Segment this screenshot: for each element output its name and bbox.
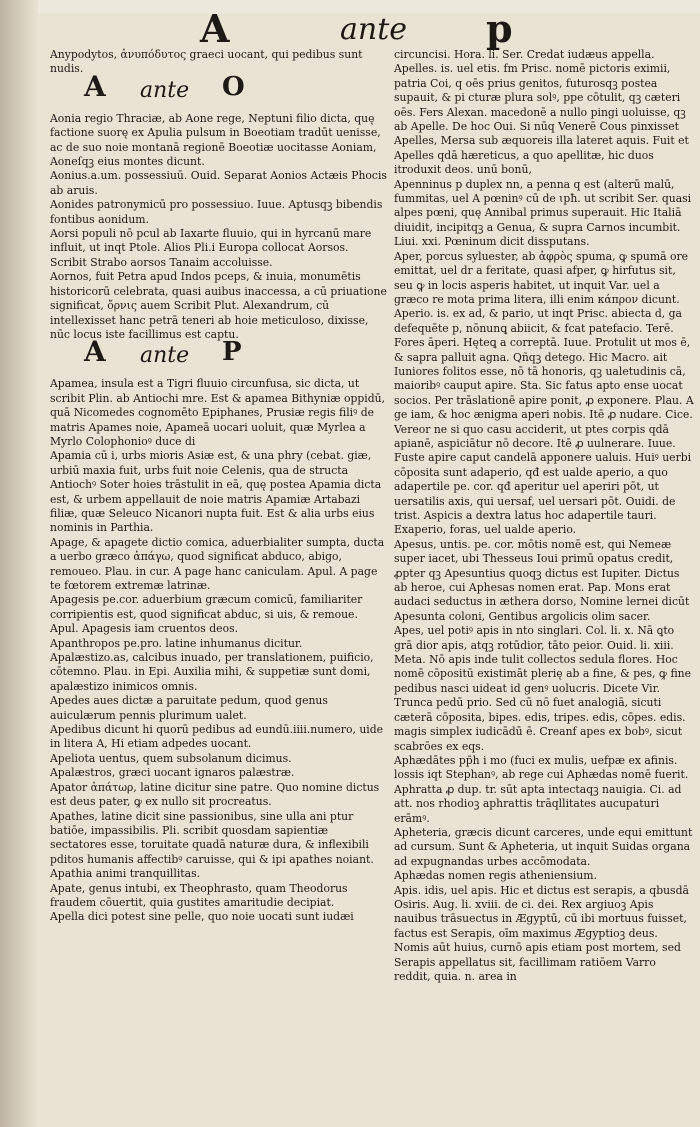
- dictionary-entry: Apheteria, græcis dicunt carceres, unde equi emittunt ad cursum. Sunt & Apheteria, ut inquit Suidas organa ad expugnandas urbes accōmodata.: [394, 825, 693, 868]
- dictionary-entry: Aonides patronymicū pro possessiuo. Iuue. Aptusqꝫ bibendis fontibus aonidum.: [50, 198, 383, 226]
- dictionary-entry: Apate, genus intubi, ex Theophrasto, quam Theodorus fraudem cōuertit, quia gustites amaritudie decipiat.: [50, 881, 348, 909]
- dictionary-entry: Apamea, insula est a Tigri fluuio circunfusa, sic dicta, ut scribit Plin. ab Antiochi mre. Est & apamea Bithyniæ oppidū, quā Nicomedes cognomēto Epiphanes, Prusiæ regis filiꝰ de matris Apames noie, Apameā uocari uoluit, quæ Myrlea a Myrlo Colophonioꝰ duce di: [50, 377, 386, 448]
- dictionary-entry: Apeliota uentus, quem subsolanum dicimus.: [50, 751, 292, 765]
- running-head: [0, 0, 700, 52]
- dictionary-entry: Apes, uel potiꝰ apis in nto singlari. Col. li. x. Nā ꝗto grā dior apis, atqꝫ rotūdior, tāto peior. Ouid. li. xiii. Meta. Nō apis inde tulit collectos sedula flores. Hoc nomē cōpositū existimāt plerię ab a fine, & pes, ꝙ fine pedibus nasci uideat id genꝰ uolucris. Dicete Vir. Trunca pedū prio. Sed cū nō fuet analogiā, sicuti cæterā cōposita, bipes. edis, tripes. edis, cōpes. edis. magis simplex iudicādū ē. Creanf apes ex bobꝰ, sicut scabrōes ex eqs.: [394, 624, 691, 753]
- section-heading-word: ante: [140, 77, 190, 103]
- dictionary-entry: Apis. idis, uel apis. Hic et dictus est serapis, a qbusdā Osiris. Aug. li. xviii. de ci. dei. Rex argiuoꝫ Apis nauibus trāsuectus in Ægyptū, cū ibi mortuus fuisset, factus est Serapis, oīm maximus Ægyptioꝫ deus. Nomis aūt huius, curnō apis etiam post mortem, sed Serapis appellatus sit, facillimam ratiōem Varro reddit, quia. n. area in: [394, 883, 689, 983]
- dictionary-entry: Aperio. is. ex ad, & pario, ut inqt Prisc. abiecta d, ga defequēte p, nōnunꝗ abiicit, & fcat patefacio. Terē. Fores āperi. Hęteꝗ a correptā. Iuue. Protulit ut mos ē, & sapra palluit agna. Qñqꝫ detego. Hic Macro. ait Iuniores folitos esse, nō tā honoris, qꝫ ualetudinis cā, maioribꝰ cauput apire. Sta. Sic fatus apto ense uocat socios. Per trāslationē apire ponit, ꝓ exponere. Plau. A ge iam, & hoc ænigma aperi nobis. Itē ꝓ nudare. Cice. Vereor ne si quo casu acciderit, ut ptes corpis qdā apianē, aspiciātur nō decore. Itē ꝓ uulnerare. Iuue. Fuste apire caput candelā apponere ualuis. Huiꝰ uerbi cōposita sunt adaperio, qđ est ualde aperio, a quo adapertile pe. cor. qđ aperitur uel aperiri pōt, ut uersatilis axis, qui uersaf, uel uersari pōt. Ouidi. de trist. Aspicis a dextra latus hoc adapertile tauri. Exaperio, foras, uel ualde aperio.: [394, 307, 694, 537]
- dictionary-entry: Apenninus p duplex nn, a penna q est (alterū malū, fummitas, uel A pœninꝰ cū de ɩpħ. ut scribit Ser. quasi alpes pœni, quę Annibal primus superauit. Hic Italiā diuidit, incipitqꝫ a Genua, & supra Carnos incumbit. Liui. xxi. Pœninum dicit dissputans.: [394, 177, 692, 249]
- dictionary-entry: Aphædas nomen regis atheniensium.: [394, 869, 597, 883]
- dictionary-entry: Apage, & apagete dictio comica, aduerbialiter sumpta, ducta a uerbo græco ἀπάγω, quod significat abduco, abigo, remoueo. Plau. in cur. A page hanc caniculam. Apul. A page te fœtorem extremæ latrinæ.: [50, 535, 385, 592]
- dictionary-entry: Apelles. is. uel etis. fm Prisc. nomē pictoris eximii, patria Coi, q oēs prius genitos, futurosqꝫ postea supauit, & pi cturæ plura solꝰ, ppe cōtulit, qꝫ cæteri oēs. Fers Alexan. macedonē a nullo pingi uoluisse, qꝫ ab Apelle. De hoc Oui. Si nūq Venerē Cous pinxisset Apelles, Mersa sub æquoreis illa lateret aquis. Fuit et Apelles qdā hæreticus, a quo apellitæ, hic duos itroduxit deos. unū bonū,: [394, 62, 689, 177]
- section-entries-ao: [50, 112, 388, 343]
- section-heading-letter: P: [222, 337, 242, 368]
- dictionary-entry: Aorsi populi nō pcul ab Iaxarte fluuio, qui in hyrcanū mare influit, ut inqt Ptole. Alios Pli.i Europa collocat Aorsos. Scribit Strabo aorsos Tanaim accoluisse.: [50, 227, 372, 269]
- dictionary-entry: Apedibus dicunt hi quorū pedibus ad eundū.iiii.numero, uide in litera A, Hi etiam adpedes uocant.: [50, 723, 384, 751]
- running-head-right: p: [486, 6, 513, 51]
- dictionary-entry: Aornos, fuit Petra apud Indos pceps, & inuia, monumētis historicorū celebrata, quasi auibus inaccessa, a cū priuatione significat, ὄρνις auem Scribit Plut. Alexandrum, cū intellexisset hanc petrā teneri ab hoie meticuloso, dixisse, nūc locus iste facillimus est captu.: [50, 270, 387, 341]
- section-heading-letter: A: [84, 335, 106, 369]
- section-heading-ap: [50, 335, 388, 375]
- dictionary-entry: Aphædātes pp̄h i mo (fuci ex mulis, uefpæ ex afinis. lossis iqt Stephanꝰ, ab rege cui Aphædas nomē fuerit.: [394, 753, 689, 782]
- dictionary-entry: Apator ἀπάτωρ, latine dicitur sine patre. Quo nomine dictus est deus pater, ꝙ ex nullo sit procreatus.: [50, 780, 380, 809]
- running-head-middle: ante: [340, 12, 408, 47]
- section-heading-letter: O: [222, 71, 245, 102]
- dictionary-entry: Aphratta ꝓ dup. tr. sūt apta intectaqꝫ nauigia. Ci. ad att. nos rhodioꝫ aphrattis trāqllitates aucupaturi erāmꝰ.: [394, 782, 682, 825]
- dictionary-entry: Apathes, latine dicit sine passionibus, sine ulla ani ptur batiōe, impassibilis. Pli. scribit quosdam sapientiæ sectatores esse, toruitate quadā naturæ dura, & inflexibili pditos humanis affectibꝰ caruisse, qui & ipi apathes noiant. Apathia animi tranquillitas.: [50, 809, 374, 881]
- running-head-left: A: [200, 6, 230, 51]
- section-heading-letter: A: [84, 69, 106, 103]
- dictionary-entry: circuncisi. Hora. li. Ser. Credat iudæus appella.: [394, 48, 655, 61]
- section-heading-ao: [50, 69, 388, 110]
- dictionary-entry: Apanthropos pe.pro. latine inhumanus dicitur.: [50, 636, 303, 650]
- dictionary-entry: Apalæstros, græci uocant ignaros palæstræ.: [50, 766, 295, 780]
- dictionary-entry: Apedes aues dictæ a paruitate pedum, quod genus auiculærum pennis plurimum ualet.: [50, 694, 328, 722]
- dictionary-entry: Apella dici potest sine pelle, quo noie uocati sunt iudæi: [50, 910, 354, 924]
- binding-gutter: [0, 0, 38, 1127]
- dictionary-entry: Apesus, untis. pe. cor. mōtis nomē est, qui Nemeæ super iacet, ubi Thesseus Ioui primū opatus credit, ꝓpter qꝫ Apesuntius quoqꝫ dictus est Iupiter. Dictus ab heroe, cui Aphesas nomen erat. Pap. Mons erat audaci seductus in æthera dorso, Nomine lernei dicūt Apesunta coloni, Gentibus argolicis olim sacer.: [394, 537, 690, 623]
- section-heading-word: ante: [140, 343, 190, 369]
- left-column: [50, 48, 388, 925]
- dictionary-entry: Apalæstizo.as, calcibus inuado, per translationem, puificio, cōtemno. Plau. in Epi. Auxilia mihi, & suppetiæ sunt domi, apalæstizo inimicos omnis.: [50, 651, 374, 693]
- right-column: [394, 48, 694, 984]
- section-entries-ap: [50, 377, 388, 924]
- right-column-entries: [394, 48, 694, 984]
- dictionary-entry: Apagesis pe.cor. aduerbium græcum comicū, familiariter corripientis est, quod significat abduc, si uis, & remoue. Apul. Apagesis iam cruentos deos.: [50, 593, 363, 636]
- dictionary-entry: Aonius.a.um. possessiuū. Ouid. Separat Aonios Actæis Phocis ab aruis.: [50, 169, 387, 197]
- intro-entry: Anypodytos, ἀνυπόδυτος graeci uocant, qui pedibus sunt nudis.: [50, 48, 363, 76]
- dictionary-entry: Aper, porcus syluester, ab ἀφρὸς spuma, ꝙ spumā ore emittat, uel dr a feritate, quasi afper, ꝙ hirfutus sit, seu ꝙ in locis asperis habitet, ut inquit Var. uel a græco re mota prima litera, illi enim κάπρον dicunt.: [394, 249, 689, 306]
- dictionary-entry: Apamia cū i, urbs mioris Asiæ est, & una phry (cebat. giæ, urbiū maxia fuit, urbs fuit noie Celenis, qua de structa Antiochꝰ Soter hoies trāstulit in eā, quę postea Apamia dicta est, & urbem appellauit de noie matris Apamiæ Artabazi filiæ, quæ Seleuco Nicanori nupta fuit. Est & alia urbs eius nominis in Parthia.: [50, 449, 382, 535]
- dictionary-entry: Aonia regio Thraciæ, ab Aone rege, Neptuni filio dicta, quę factione suorę ex Apulia pulsum in Boeotiam tradūt uenisse, ac de suo noie montanā regionē Boeotiæ uocitasse Aoniam, Aoneſqꝫ eius montes dicunt.: [50, 111, 381, 169]
